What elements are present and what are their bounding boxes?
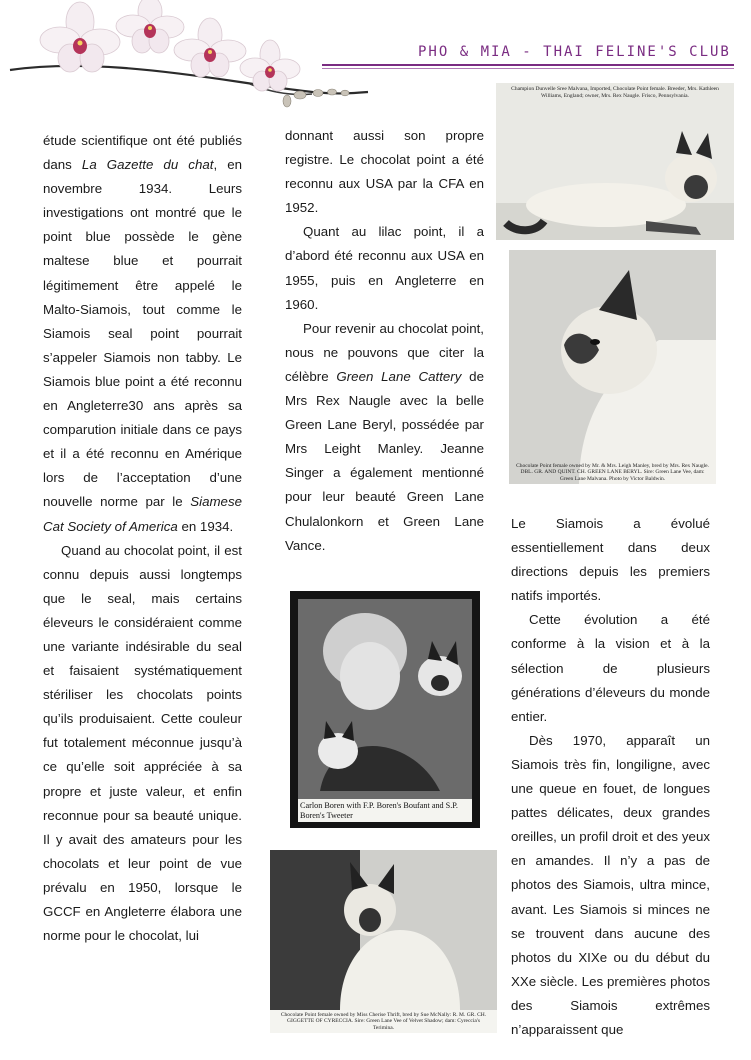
- cat-photo-image: [270, 850, 497, 1033]
- photo-profile-cat: [509, 250, 716, 484]
- woman-cats-photo-image: [290, 591, 480, 828]
- text-run: de Mrs Rex Naugle avec la belle Green Lane Beryl, possédée par Mrs Leight Manley. Jeanne Singer a également mentionné pour leur beauté Green Lane Chulalonkorn et Green Lane Vance.: [285, 368, 484, 553]
- text-run: Pour revenir au chocolat point, nous ne pouvons que citer la célèbre: [285, 320, 484, 384]
- cat-photo-image: [509, 250, 716, 484]
- cat-photo-image: [496, 83, 734, 240]
- paragraph: [285, 317, 484, 558]
- text-run: en 1934.: [177, 518, 234, 534]
- photo-caption: Carlon Boren with F.P. Boren's Boufant and S.P. Boren's Tweeter: [300, 801, 458, 820]
- paragraph: Cette évolution a été conforme à la vision et à la sélection de plusieurs générations d’éleveurs du monde entier.: [511, 612, 710, 724]
- photo-woman-with-cats: [290, 591, 480, 828]
- text-column-2: [285, 124, 484, 558]
- photo-caption: Chocolate Point female owned by Mr. & Mrs. Leigh Manley, bred by Mrs. Rex Naugle. DBL. GR. AND QUINT. CH. GREEN LANE BERYL. Sire: Green Lane Vee, dam: Green Lane Malvana. Photo by Victor Baldwin.: [516, 462, 709, 482]
- organization-name: Siamese Cat Society of America: [43, 494, 242, 534]
- paragraph: Dès 1970, apparaît un Siamois très fin, longiligne, avec une queue en fouet, de longues pattes délicates, deux grandes oreilles, un profil droit et des yeux en amandes. Il n’y a pas de photos des Siamois, ultra mince, avant. Les Siamois si minces ne se trouvent dans aucune des photos du XIXe ou du début du XXe siècle. Les premières photos des Siamois extrêmes n’apparaissent que: [511, 732, 710, 1037]
- club-title: PHO & MIA - THAI FELINE'S CLUB: [418, 44, 731, 60]
- paragraph: Le Siamois a évolué essentiellement dans deux directions depuis les premiers natifs importés.: [511, 516, 710, 604]
- cattery-name: Green Lane Cattery: [336, 368, 462, 384]
- photo-caption: Champion Dunvelle Sree Malvana, Imported, Chocolate Point female. Breeder, Mrs. Kathleen Williams, England; owner, Mrs. Rex Naugle. Frisco, Pennsylvania.: [511, 86, 719, 99]
- paragraph: Quand au chocolat point, il est connu depuis aussi longtemps que le seal, mais certains éleveurs le considéraient comme une variante indésirable du seal et faisaient systématiquement stériliser les chocolats points qu’ils produisaient. Cette couleur fut totalement méconnue jusqu’à ce qu’elle soit appréciée à sa propre et juste valeur, et enfin reconnue pour sa beauté unique. Il y avait des amateurs pour les chocolats et leur point de vue prévalu en 1950, lorsque le GCCF en Angleterre élabora une norme pour le chocolat, lui: [43, 542, 242, 944]
- photo-caption: Chocolate Point female owned by Miss Cherise Thrift, bred by Sue McNally: R. M. GR. CH. GIGGETTE OF CYRECCIA. Sire: Green Lane Vee of Velvet Shadow; dam: Cyreccia's Terimina.: [280, 1011, 487, 1031]
- photo-sitting-cat: [270, 850, 497, 1033]
- text-column-3: [511, 512, 710, 1042]
- paragraph: Quant au lilac point, il a d’abord été reconnu aux USA en 1955, puis en Angleterre en 1960.: [285, 224, 484, 312]
- paragraph: [43, 129, 242, 539]
- header-rule: [322, 64, 734, 66]
- header-rule-thin: [322, 68, 734, 69]
- text-run: étude scientifique ont été publiés dans: [43, 133, 242, 173]
- publication-title: La Gazette du chat: [81, 157, 214, 173]
- photo-lying-cat: [496, 83, 734, 240]
- text-run: , en novembre 1934. Leurs investigations ont montré que le point blue possède le gène maltese blue et pourrait légitimement être appelé le Malto-Siamois, tout comme le Siamois seal point pourrait s’appeler Siamois non tabby. Le Siamois blue point a été reconnu en Angleterre30 ans après sa comparution initiale dans ce pays et il a été reconnu en Amérique lors de l’acceptation d’une nouvelle norme par le: [43, 157, 242, 510]
- text-column-1: [43, 129, 242, 948]
- paragraph: donnant aussi son propre registre. Le chocolat point a été reconnu aux USA par la CFA en 1952.: [285, 128, 484, 216]
